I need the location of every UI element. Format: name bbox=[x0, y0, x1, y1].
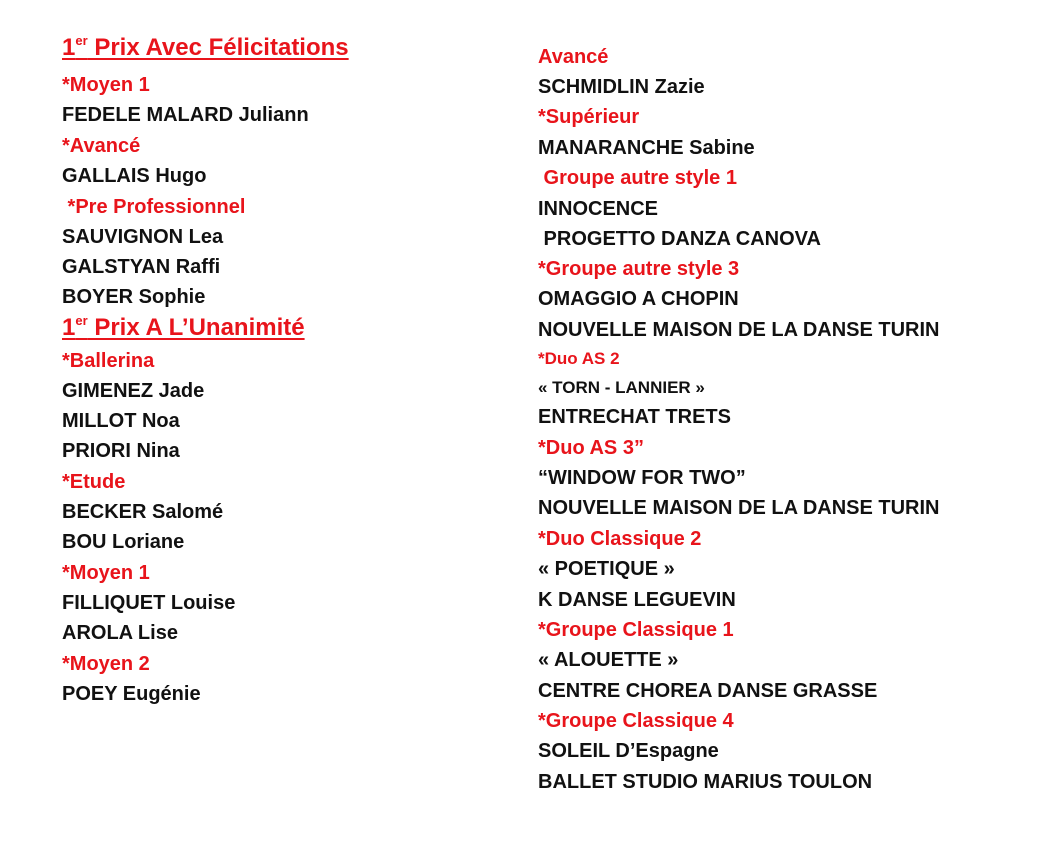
category-label: *Supérieur bbox=[538, 106, 640, 128]
school-name: BALLET STUDIO MARIUS TOULON bbox=[538, 771, 873, 793]
category-label: *Moyen 2 bbox=[62, 653, 150, 675]
participant-name: MILLOT Noa bbox=[62, 410, 180, 432]
category-label: *Groupe Classique 1 bbox=[538, 619, 734, 641]
school-name: NOUVELLE MAISON DE LA DANSE TURIN bbox=[538, 497, 940, 519]
category-label: *Groupe Classique 4 bbox=[538, 710, 734, 732]
choreography-title: « POETIQUE » bbox=[538, 558, 675, 580]
category-label: *Pre Professionnel bbox=[62, 196, 246, 218]
category-label: Avancé bbox=[538, 46, 609, 68]
section-heading-felicitations: 1er Prix Avec Félicitations bbox=[62, 33, 349, 61]
school-name: CENTRE CHOREA DANSE GRASSE bbox=[538, 680, 878, 702]
participant-name: FILLIQUET Louise bbox=[62, 592, 236, 614]
participant-name: GALLAIS Hugo bbox=[62, 165, 207, 187]
choreography-title: OMAGGIO A CHOPIN bbox=[538, 288, 739, 310]
section-heading-unanimite: 1er Prix A L’Unanimité bbox=[62, 313, 305, 341]
category-label: *Ballerina bbox=[62, 350, 155, 372]
participant-name: BOYER Sophie bbox=[62, 286, 206, 308]
category-label: *Moyen 1 bbox=[62, 562, 150, 584]
school-name: ENTRECHAT TRETS bbox=[538, 406, 731, 428]
category-label: *Duo AS 3” bbox=[538, 437, 644, 459]
category-label: *Etude bbox=[62, 471, 126, 493]
participant-name: FEDELE MALARD Juliann bbox=[62, 104, 309, 126]
participant-name: BECKER Salomé bbox=[62, 501, 224, 523]
school-name: NOUVELLE MAISON DE LA DANSE TURIN bbox=[538, 319, 940, 341]
category-label: *Duo AS 2 bbox=[538, 349, 620, 368]
participant-name: SAUVIGNON Lea bbox=[62, 226, 224, 248]
participant-name: GALSTYAN Raffi bbox=[62, 256, 221, 278]
category-label: *Groupe autre style 3 bbox=[538, 258, 740, 280]
school-name: K DANSE LEGUEVIN bbox=[538, 589, 736, 611]
participant-name: SCHMIDLIN Zazie bbox=[538, 76, 705, 98]
school-name: PROGETTO DANZA CANOVA bbox=[538, 228, 821, 250]
participant-name: BOU Loriane bbox=[62, 531, 185, 553]
participant-name: PRIORI Nina bbox=[62, 440, 180, 462]
participant-name: AROLA Lise bbox=[62, 622, 178, 644]
choreography-title: « ALOUETTE » bbox=[538, 649, 679, 671]
choreography-title: SOLEIL D’Espagne bbox=[538, 740, 719, 762]
category-label: *Avancé bbox=[62, 135, 141, 157]
category-label: Groupe autre style 1 bbox=[538, 167, 737, 189]
participant-name: POEY Eugénie bbox=[62, 683, 201, 705]
choreography-title: INNOCENCE bbox=[538, 198, 659, 220]
participant-name: MANARANCHE Sabine bbox=[538, 137, 755, 159]
category-label: *Duo Classique 2 bbox=[538, 528, 702, 550]
participant-name: GIMENEZ Jade bbox=[62, 380, 205, 402]
choreography-title: « TORN - LANNIER » bbox=[538, 378, 705, 397]
category-label: *Moyen 1 bbox=[62, 74, 150, 96]
choreography-title: “WINDOW FOR TWO” bbox=[538, 467, 746, 489]
